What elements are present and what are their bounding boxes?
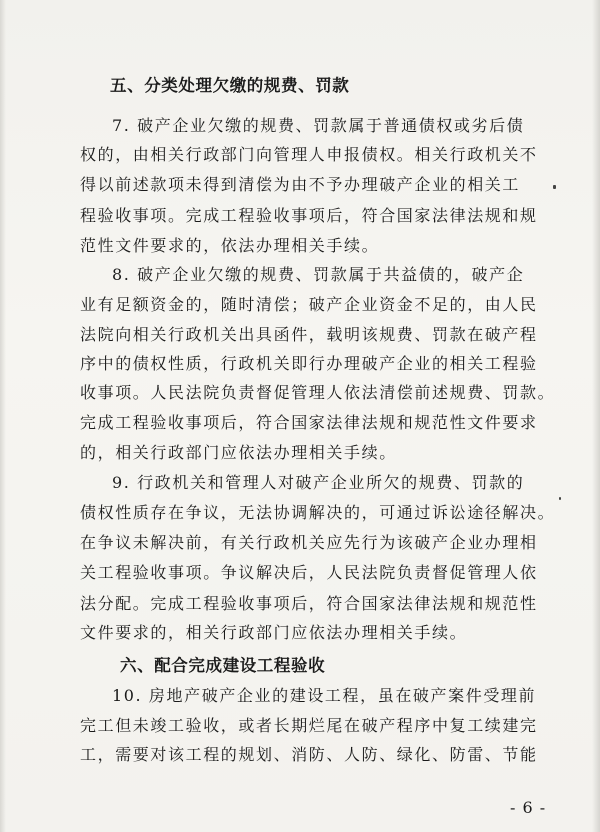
paragraph-7-line-5: 范性文件要求的，依法办理相关手续。 xyxy=(80,236,380,255)
page-left-edge-shadow xyxy=(0,0,6,832)
paragraph-8-line-4: 序中的债权性质，行政机关即行办理破产企业的相关工程验 xyxy=(80,354,538,373)
section-heading-6: 六、配合完成建设工程验收 xyxy=(120,656,326,675)
scan-speck xyxy=(553,185,556,189)
paragraph-8-line-3: 法院向相关行政机关出具函件，载明该规费、罚款在破产程 xyxy=(80,325,538,344)
paragraph-8-line-5: 收事项。人民法院负责督促管理人依法清偿前述规费、罚款。 xyxy=(80,383,556,402)
paragraph-8-line-7: 的，相关行政部门应依法办理相关手续。 xyxy=(80,443,397,462)
paragraph-9-line-5: 法分配。完成工程验收事项后，符合国家法律法规和规范性 xyxy=(80,594,538,613)
paragraph-9-line-1: 9. 行政机关和管理人对破产企业所欠的规费、罚款的 xyxy=(112,473,525,492)
paragraph-7-line-3: 得以前述款项未得到清偿为由不予办理破产企业的相关工 xyxy=(80,175,521,194)
scan-speck xyxy=(559,497,561,500)
paragraph-7-line-2: 权的，由相关行政部门向管理人申报债权。相关行政机关不 xyxy=(80,145,538,164)
paragraph-7-line-4: 程验收事项。完成工程验收事项后，符合国家法律法规和规 xyxy=(80,206,538,225)
paragraph-10-line-3: 工，需要对该工程的规划、消防、人防、绿化、防雷、节能 xyxy=(80,745,538,764)
paragraph-7-line-1: 7. 破产企业欠缴的规费、罚款属于普通债权或劣后债 xyxy=(112,116,525,135)
paragraph-9-line-3: 在争议未解决前，有关行政机关应先行为该破产企业办理相 xyxy=(80,533,538,552)
paragraph-9-line-2: 债权性质存在争议，无法协调解决的，可通过诉讼途径解决。 xyxy=(80,503,556,522)
page-number: - 6 - xyxy=(510,798,547,817)
paragraph-9-line-6: 文件要求的，相关行政部门应依法办理相关手续。 xyxy=(80,623,468,642)
section-heading-5: 五、分类处理欠缴的规费、罚款 xyxy=(110,76,350,95)
page-right-edge-shadow xyxy=(592,0,600,832)
paragraph-9-line-4: 关工程验收事项。争议解决后，人民法院负责督促管理人依 xyxy=(80,563,538,582)
paragraph-8-line-6: 完成工程验收事项后，符合国家法律法规和规范性文件要求 xyxy=(80,413,538,432)
paragraph-8-line-2: 业有足额资金的，随时清偿；破产企业资金不足的，由人民 xyxy=(80,295,538,314)
paragraph-10-line-1: 10. 房地产破产企业的建设工程，虽在破产案件受理前 xyxy=(112,686,537,705)
paragraph-10-line-2: 完工但未竣工验收，或者长期烂尾在破产程序中复工续建完 xyxy=(80,716,538,735)
paragraph-8-line-1: 8. 破产企业欠缴的规费、罚款属于共益债的，破产企 xyxy=(112,265,525,284)
